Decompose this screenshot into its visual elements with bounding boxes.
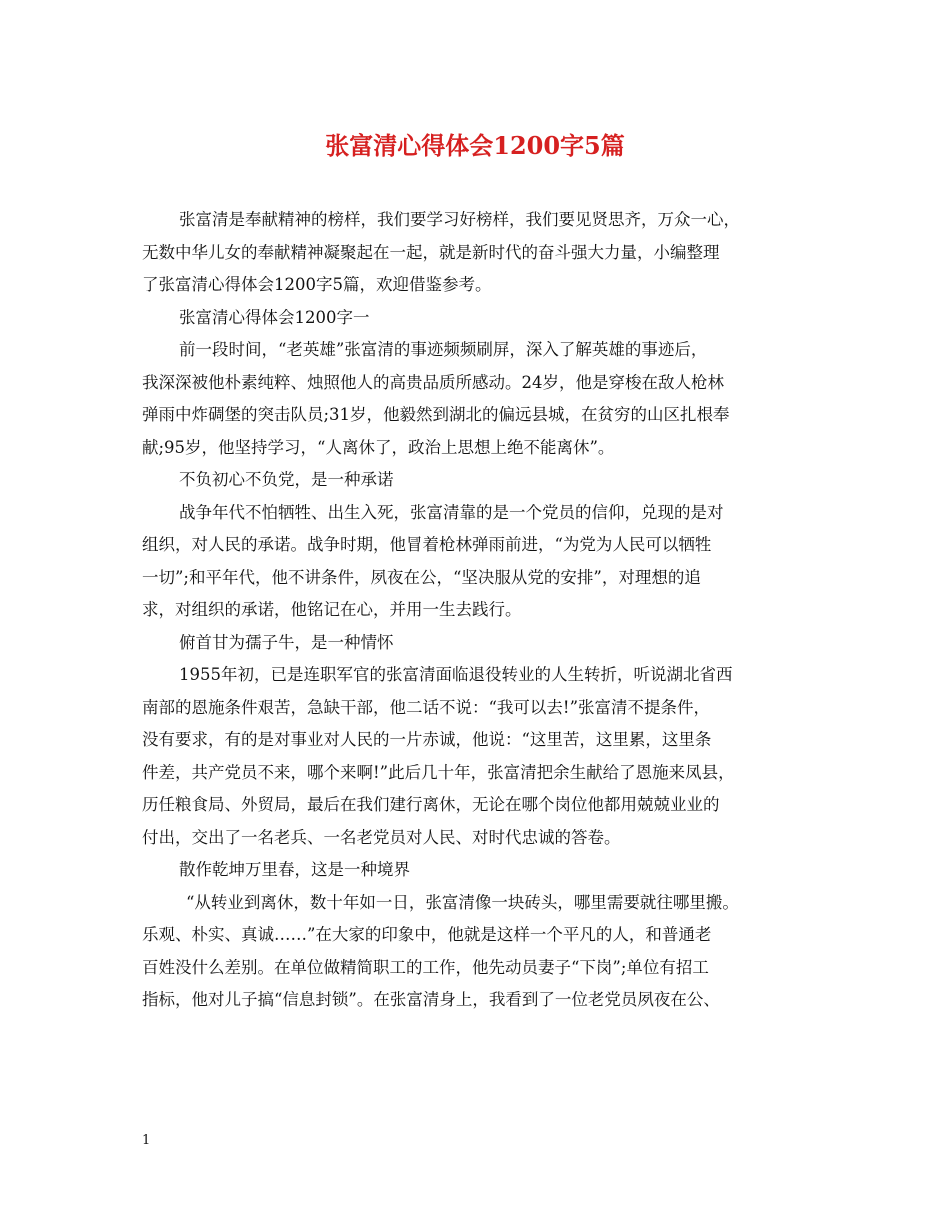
body-line: 百姓没什么差别。在单位做精简职工的工作，他先动员妻子“下岗”;单位有招工 [142, 957, 709, 977]
body-line: 件差，共产党员不来，哪个来啊!”此后几十年，张富清把余生献给了恩施来凤县， [142, 762, 735, 782]
document-body [142, 204, 812, 1017]
body-line: 张富清是奉献精神的榜样，我们要学习好榜样，我们要见贤思齐，万众一心， [179, 210, 740, 229]
body-line: 无数中华儿女的奉献精神凝聚起在一起，就是新时代的奋斗强大力量，小编整理 [142, 242, 720, 262]
subheading: 不负初心不负党，是一种承诺 [179, 470, 394, 489]
body-line: 南部的恩施条件艰苦，急缺干部，他二话不说：“我可以去!”张富清不提条件， [142, 697, 711, 717]
body-line: 求，对组织的承诺，他铭记在心，并用一生去践行。 [142, 600, 522, 619]
subheading: 俯首甘为孺子牛，是一种情怀 [179, 632, 394, 652]
body-line: “从转业到离休，数十年如一日，张富清像一块砖头，哪里需要就往哪里搬。 [186, 892, 739, 912]
body-line: 组织，对人民的承诺。战争时期，他冒着枪林弹雨前进，“为党为人民可以牺牲 [142, 535, 712, 554]
section-heading: 张富清心得体会1200字一 [179, 307, 370, 327]
body-line: 付出，交出了一名老兵、一名老党员对人民、对时代忠诚的答卷。 [142, 827, 621, 847]
subheading: 散作乾坤万里春，这是一种境界 [179, 860, 410, 879]
body-line: 指标，他对儿子搞“信息封锁”。在张富清身上，我看到了一位老党员夙夜在公、 [142, 990, 720, 1009]
body-line: 弹雨中炸碉堡的突击队员;31岁，他毅然到湖北的偏远县城，在贫穷的山区扎根奉 [142, 405, 730, 424]
body-line: 乐观、朴实、真诚……”在大家的印象中，他就是这样一个平凡的人，和普通老 [142, 925, 712, 944]
body-line: 没有要求，有的是对事业对人民的一片赤诚，他说：“这里苦，这里累，这里条 [142, 730, 712, 749]
page-number: 1 [142, 1133, 151, 1148]
body-line: 战争年代不怕牺牲、出生入死，张富清靠的是一个党员的信仰，兑现的是对 [179, 502, 724, 522]
body-line: 前一段时间，“老英雄”张富清的事迹频频刷屏，深入了解英雄的事迹后， [179, 340, 708, 359]
body-line: 我深深被他朴素纯粹、烛照他人的高贵品质所感动。24岁，他是穿梭在敌人枪林 [142, 372, 724, 392]
document-title: 张富清心得体会1200字5篇 [325, 131, 625, 160]
body-line: 献;95岁，他坚持学习，“人离休了，政治上思想上绝不能离休”。 [142, 437, 615, 457]
body-line: 一切”;和平年代，他不讲条件，夙夜在公，“坚决服从党的安排”，对理想的追 [142, 567, 701, 587]
body-line: 历任粮食局、外贸局，最后在我们建行离休，无论在哪个岗位他都用兢兢业业的 [142, 795, 720, 814]
body-line: 1955年初，已是连职军官的张富清面临退役转业的人生转折，听说湖北省西 [179, 665, 733, 684]
body-line: 了张富清心得体会1200字5篇，欢迎借鉴参考。 [142, 275, 492, 294]
